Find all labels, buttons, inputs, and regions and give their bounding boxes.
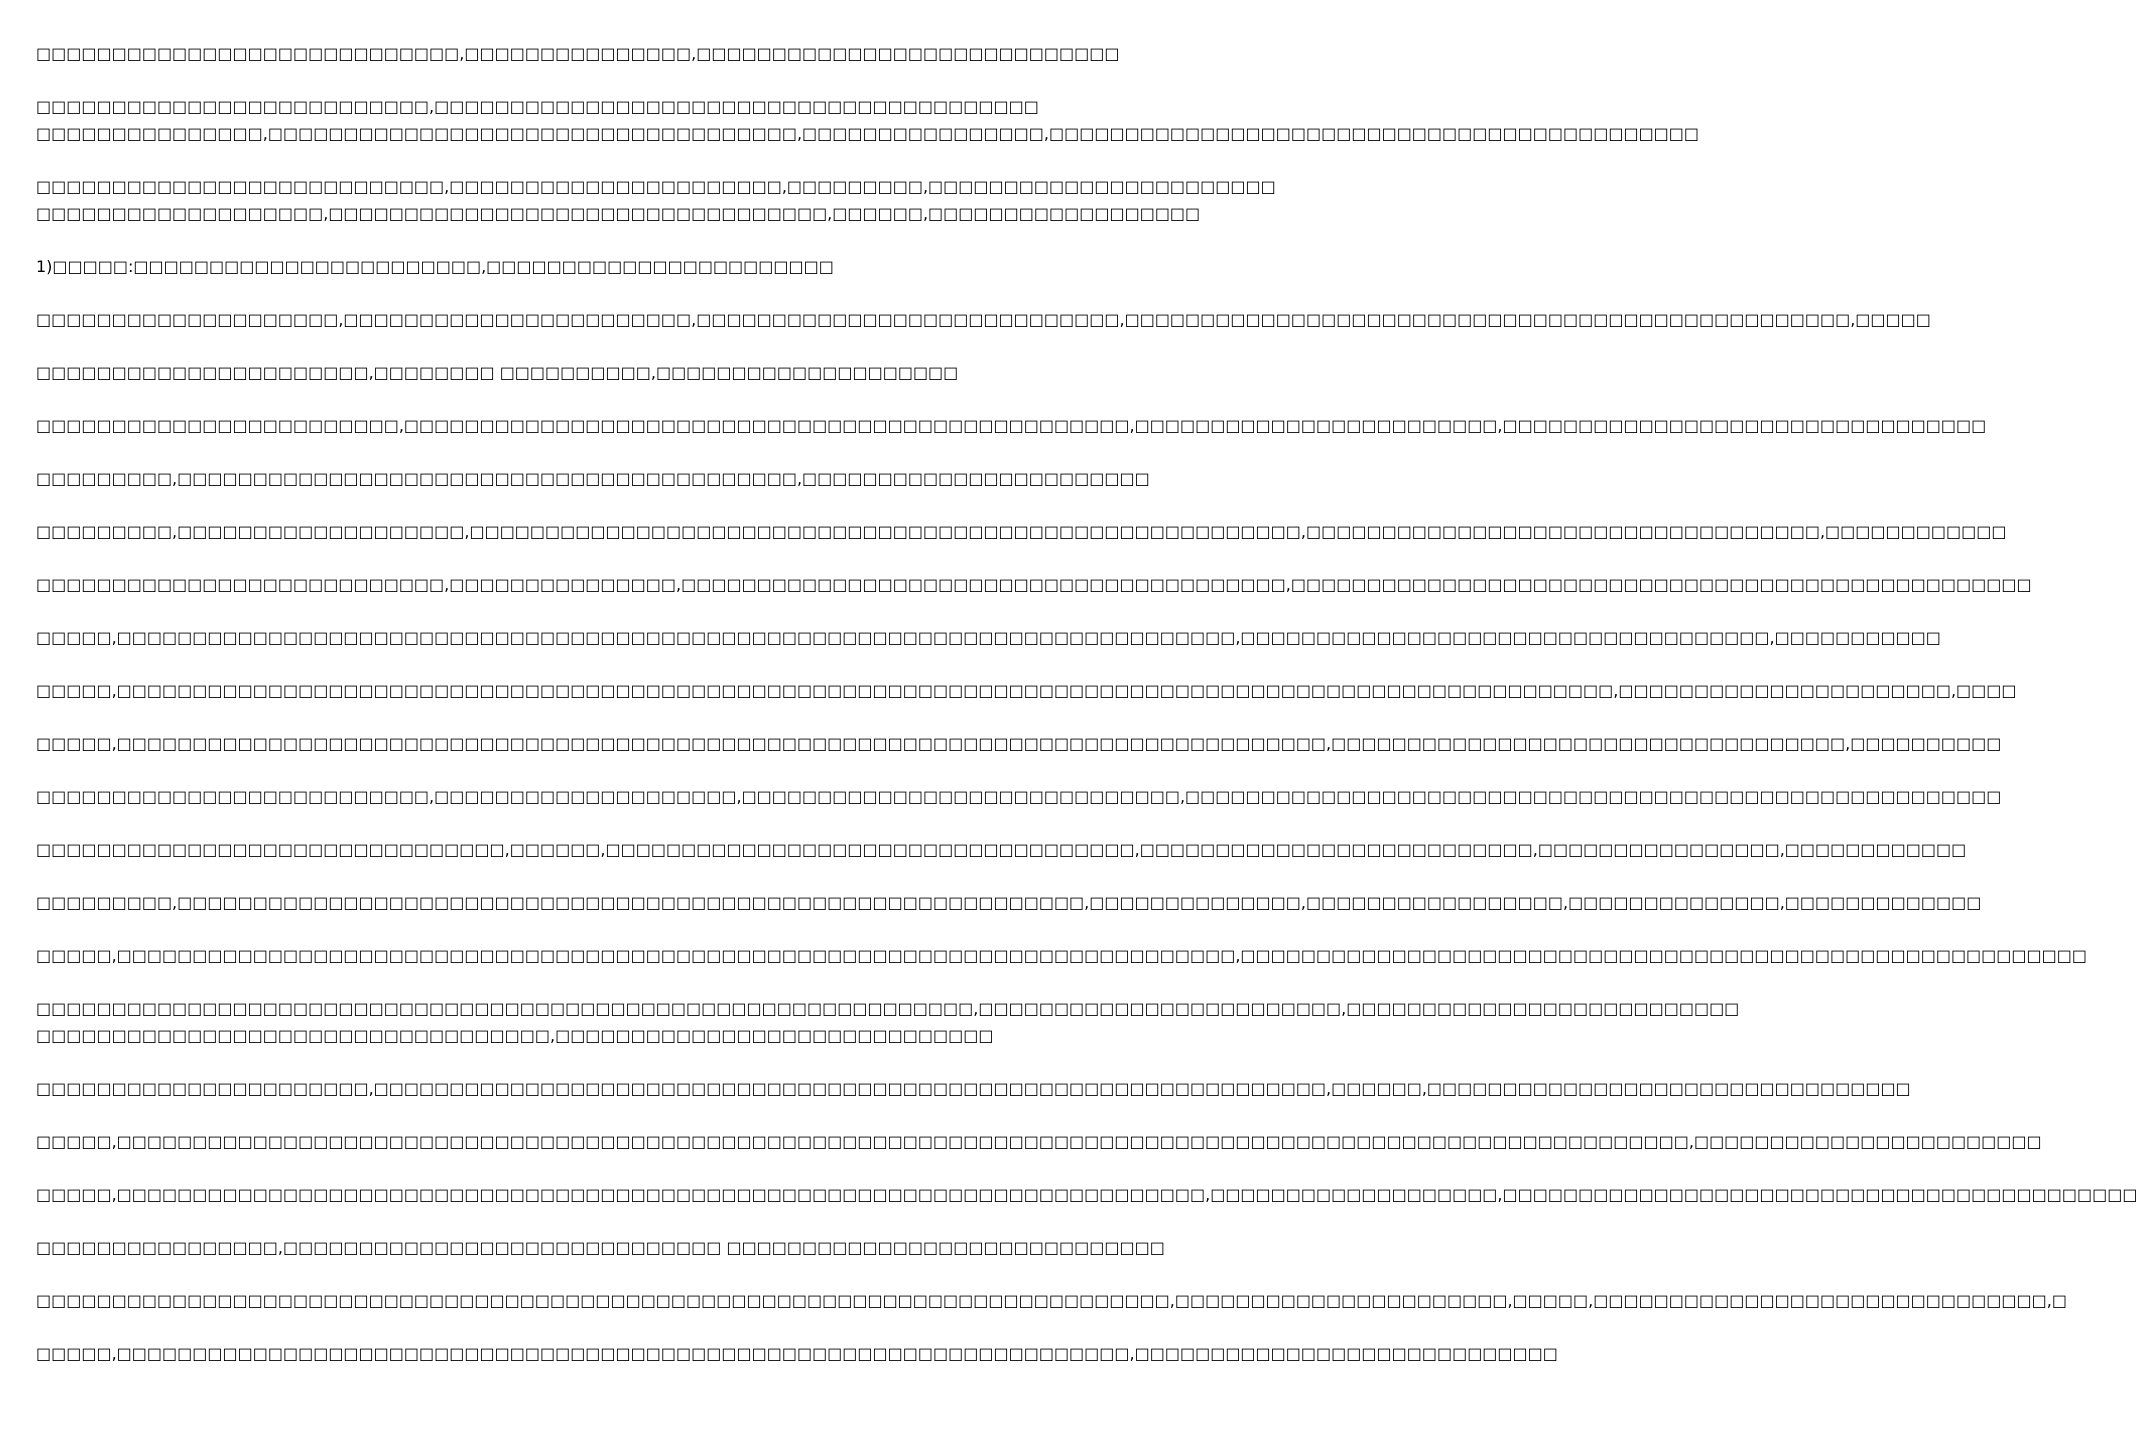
numbered-heading <box>36 253 990 280</box>
text-line: □□□□□□□□□□□□□□□□□□□□□□□□□□□□□□□□□□□□□□□□□□□□□□□□□□□□□□□□□□□□□□□□□□□□□□□□□□□,□□□□□□□□□□□□□□□□□□□□□□,□□□□□,□□□□□□□□□□□□□□□□□□□□□□□□□□□□□□,□ <box>36 1291 2067 1310</box>
text-line: □□□□□□□□□□□□□□□,□□□□□□□□□□□□□□□□□□□□□□□□□□□□□□□□□□□,□□□□□□□□□□□□□□□□,□□□□□□□□□□□□□□□□□□□□□□□□□□□□□□□□□□□□□□□□□□□ <box>36 124 1700 143</box>
text-line: □□□□□□□□□□□□□□□□□□□□□□,□□□□□□□□□□□□□□□□□□□□□□□□□□□□□□□□□□□□□□□□□□□□□□□□□□□□□□□□□□□□□□□,□□□□□□,□□□□□□□□□□□□□□□□□□□□□□□□□□□□□□□□ <box>36 1079 1911 1098</box>
paragraph <box>36 624 1941 651</box>
paragraph <box>36 677 2017 704</box>
text-line: □□□□□□□□□□□□□□□□□□□□,□□□□□□□□□□□□□□□□□□□□□□□,□□□□□□□□□□□□□□□□□□□□□□□□□□□□,□□□□□□□□□□□□□□□□□□□□□□□□□□□□□□□□□□□□□□□□□□□□□□□□,□□□□□ <box>36 310 1931 329</box>
text-line: □□□□□□□□□,□□□□□□□□□□□□□□□□□□□,□□□□□□□□□□□□□□□□□□□□□□□□□□□□□□□□□□□□□□□□□□□□□□□□□□□□□□□,□□□□□□□□□□□□□□□□□□□□□□□□□□□□□□□□□□,□□□□□□□□□□□□ <box>36 522 2007 541</box>
text-line: □□□□□□□□□□□□□□□□□□□□□□□□□□,□□□□□□□□□□□□□□□□□□□□,□□□□□□□□□□□□□□□□□□□□□□□□□□□□□,□□□□□□□□□□□□□□□□□□□□□□□□□□□□□□□□□□□□□□□□□□□□□□□□□□□□□□ <box>36 787 2002 806</box>
text-line: □□□□□□□□□,□□□□□□□□□□□□□□□□□□□□□□□□□□□□□□□□□□□□□□□□□,□□□□□□□□□□□□□□□□□□□□□□□ <box>36 469 1150 488</box>
text-line: □□□□□□□□□□□□□□□□□□□□□□□□□□□□□□□□□□□□□□□□□□□□□□□□□□□□□□□□□□□□□□,□□□□□□□□□□□□□□□□□□□□□□□□,□□□□□□□□□□□□□□□□□□□□□□□□□□ <box>36 999 1740 1018</box>
text-line: □□□□□,□□□□□□□□□□□□□□□□□□□□□□□□□□□□□□□□□□□□□□□□□□□□□□□□□□□□□□□□□□□□□□□□□□□□□□□□□□,□□□□□□□□□□□□□□□□□□□□□□□□□□□□□□□□□□□,□□□□□□□□□□□ <box>36 628 1941 647</box>
paragraph <box>36 173 1276 227</box>
paragraph <box>36 1075 1911 1102</box>
paragraph <box>36 1340 1558 1367</box>
text-line: □□□□□,□□□□□□□□□□□□□□□□□□□□□□□□□□□□□□□□□□□□□□□□□□□□□□□□□□□□□□□□□□□□□□□□□□□,□□□□□□□□□□□□□□□□□□□□□□□□□□□□ <box>36 1344 1558 1363</box>
text-line: □□□□□□□□□,□□□□□□□□□□□□□□□□□□□□□□□□□□□□□□□□□□□□□□□□□□□□□□□□□□□□□□□□□□□□,□□□□□□□□□□□□□□,□□□□□□□□□□□□□□□□□,□□□□□□□□□□□□□□,□□□□□□□□□□□□□ <box>36 893 1982 912</box>
text-line: □□□□□□□□□□□□□□□□□□□□□□□□□□□□,□□□□□□□□□□□□□□□,□□□□□□□□□□□□□□□□□□□□□□□□□□□□ <box>36 44 1120 63</box>
paragraph <box>36 995 1740 1049</box>
text-line: □□□□□,□□□□□□□□□□□□□□□□□□□□□□□□□□□□□□□□□□□□□□□□□□□□□□□□□□□□□□□□□□□□□□□□□□□□□□□□□□□□□□□□□□□□□□□□□□□□□□□□□□□□□□□□,□□□□□□□□□□□□□□□□□□□□□□□ <box>36 1132 2042 1151</box>
text-line: □□□□□□□□□□□□□□□□□□□□□□□□□□□,□□□□□□□□□□□□□□□,□□□□□□□□□□□□□□□□□□□□□□□□□□□□□□□□□□□□□□□□,□□□□□□□□□□□□□□□□□□□□□□□□□□□□□□□□□□□□□□□□□□□□□□□□□ <box>36 575 2032 594</box>
paragraph <box>36 836 1967 863</box>
text-line: □□□□□□□□□□□□□□□□□□□□□□□□,□□□□□□□□□□□□□□□□□□□□□□□□□□□□□□□□□□□□□□□□□□□□□□□□,□□□□□□□□□□□□□□□□□□□□□□□□,□□□□□□□□□□□□□□□□□□□□□□□□□□□□□□□□ <box>36 416 1987 435</box>
text-line: □□□□□,□□□□□□□□□□□□□□□□□□□□□□□□□□□□□□□□□□□□□□□□□□□□□□□□□□□□□□□□□□□□□□□□□□□□□□□□,□□□□□□□□□□□□□□□□□□□,□□□□□□□□□□□□□□□□□□□□□□□□□□□□□□□□□□□□□□□□□□ <box>36 1185 2137 1204</box>
paragraph <box>36 465 1150 492</box>
paragraph <box>36 730 2002 757</box>
text-line: □□□□□□□□□□□□□□□□□□□,□□□□□□□□□□□□□□□□□□□□□□□□□□□□□□□□□,□□□□□□,□□□□□□□□□□□□□□□□□□ <box>36 204 1201 223</box>
paragraph <box>36 942 2087 969</box>
text-line: □□□□□□□□□□□□□□□□□□□□□□□□□□,□□□□□□□□□□□□□□□□□□□□□□□□□□□□□□□□□□□□□□□□ <box>36 97 1039 116</box>
paragraph <box>36 889 1982 916</box>
text-line: □□□□□□□□□□□□□□□□□□□□□□□□□□□,□□□□□□□□□□□□□□□□□□□□□□,□□□□□□□□□,□□□□□□□□□□□□□□□□□□□□□□□ <box>36 177 1276 196</box>
text-line: □□□□□□□□□□□□□□□□□□□□□□□□□□□□□□□,□□□□□□,□□□□□□□□□□□□□□□□□□□□□□□□□□□□□□□□□□□,□□□□□□□□□□□□□□□□□□□□□□□□□□,□□□□□□□□□□□□□□□□,□□□□□□□□□□□□ <box>36 840 1967 859</box>
text-line: □□□□□,□□□□□□□□□□□□□□□□□□□□□□□□□□□□□□□□□□□□□□□□□□□□□□□□□□□□□□□□□□□□□□□□□□□□□□□□□□□□□□□□,□□□□□□□□□□□□□□□□□□□□□□□□□□□□□□□□□□,□□□□□□□□□□ <box>36 734 2002 753</box>
text-line: □□□□□,□□□□□□□□□□□□□□□□□□□□□□□□□□□□□□□□□□□□□□□□□□□□□□□□□□□□□□□□□□□□□□□□□□□□□□□□□□,□□□□□□□□□□□□□□□□□□□□□□□□□□□□□□□□□□□□□□□□□□□□□□□□□□□□□□□□ <box>36 946 2087 965</box>
document-body <box>36 40 2137 1393</box>
paragraph <box>36 93 1700 147</box>
text-line: 1)□□□□□:□□□□□□□□□□□□□□□□□□□□□□□,□□□□□□□□□□□□□□□□□□□□□□□ <box>36 257 834 276</box>
paragraph <box>36 40 1120 67</box>
paragraph <box>36 306 1931 333</box>
text-line: □□□□□,□□□□□□□□□□□□□□□□□□□□□□□□□□□□□□□□□□□□□□□□□□□□□□□□□□□□□□□□□□□□□□□□□□□□□□□□□□□□□□□□□□□□□□□□□□□□□□□□□□□,□□□□□□□□□□□□□□□□□□□□□□,□□□□ <box>36 681 2017 700</box>
paragraph <box>36 359 990 386</box>
paragraph <box>36 1287 2067 1314</box>
text-line: □□□□□□□□□□□□□□□□,□□□□□□□□□□□□□□□□□□□□□□□□□□□□□ □□□□□□□□□□□□□□□□□□□□□□□□□□□□□ <box>36 1238 1165 1257</box>
text-line: □□□□□□□□□□□□□□□□□□□□□□□□□□□□□□□□□□,□□□□□□□□□□□□□□□□□□□□□□□□□□□□□ <box>36 1026 994 1045</box>
paragraph <box>36 571 2032 598</box>
paragraph <box>36 412 1987 439</box>
paragraph <box>36 1181 2137 1208</box>
paragraph <box>36 1128 2042 1155</box>
paragraph <box>36 1234 1165 1261</box>
paragraph <box>36 783 2002 810</box>
paragraph <box>36 518 2007 545</box>
text-line: □□□□□□□□□□□□□□□□□□□□□□,□□□□□□□□ □□□□□□□□□□,□□□□□□□□□□□□□□□□□□□□ <box>36 363 959 382</box>
